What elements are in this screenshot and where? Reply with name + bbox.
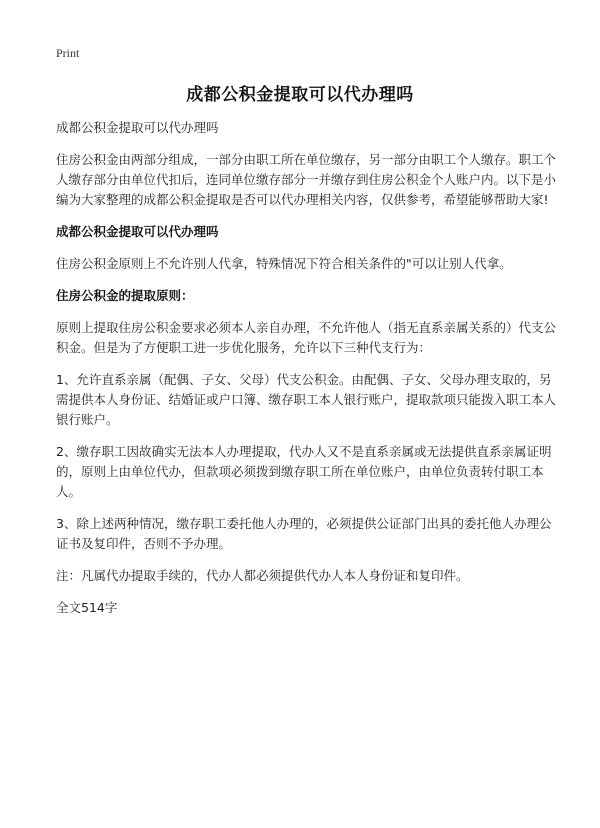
document-body <box>56 118 556 630</box>
principles-paragraph: 原则上提取住房公积金要求必须本人亲自办理，不允许他人（指无直系亲属关系的）代支公积金。但是为了方便职工进一步优化服务，允许以下三种代支行为： <box>56 320 557 355</box>
intro-subtitle: 成都公积金提取可以代办理吗 <box>56 120 219 135</box>
agency-paragraph: 住房公积金原则上不允许别人代拿，特殊情况下符合相关条件的"可以让别人代拿。 <box>56 256 512 271</box>
print-label: Print <box>56 46 80 60</box>
intro-paragraph: 住房公积金由两部分组成，一部分由职工所在单位缴存，另一部分由职工个人缴存。职工个人缴存部分由单位代扣后，连同单位缴存部分一并缴存到住房公积金个人账户内。以下是小编为大家整理的成都公积金提取是否可以代办理相关内容，仅供参考，希望能够帮助大家! <box>56 152 557 207</box>
word-count: 全文514字 <box>56 600 118 615</box>
document-title: 成都公积金提取可以代办理吗 <box>186 85 414 105</box>
rule-item-2: 2、缴存职工因故确实无法本人办理提取，代办人又不是直系亲属或无法提供直系亲属证明的，原则上由单位代办，但款项必须拨到缴存职工所在单位账户，由单位负责转付职工本人。 <box>56 444 552 499</box>
rule-item-3: 3、除上述两种情况，缴存职工委托他人办理的，必须提供公证部门出具的委托他人办理公证书及复印件，否则不予办理。 <box>56 516 552 551</box>
section-heading-agency: 成都公积金提取可以代办理吗 <box>56 224 219 239</box>
rule-item-1: 1、允许直系亲属（配偶、子女、父母）代支公积金。由配偶、子女、父母办理支取的，另需提供本人身份证、结婚证或户口簿、缴存职工本人银行账户，提取款项只能拨入职工本人银行账户。 <box>56 372 557 427</box>
note-paragraph: 注：凡属代办提取手续的，代办人都必须提供代办人本人身份证和复印件。 <box>56 568 469 583</box>
section-heading-principles: 住房公积金的提取原则： <box>56 288 194 303</box>
